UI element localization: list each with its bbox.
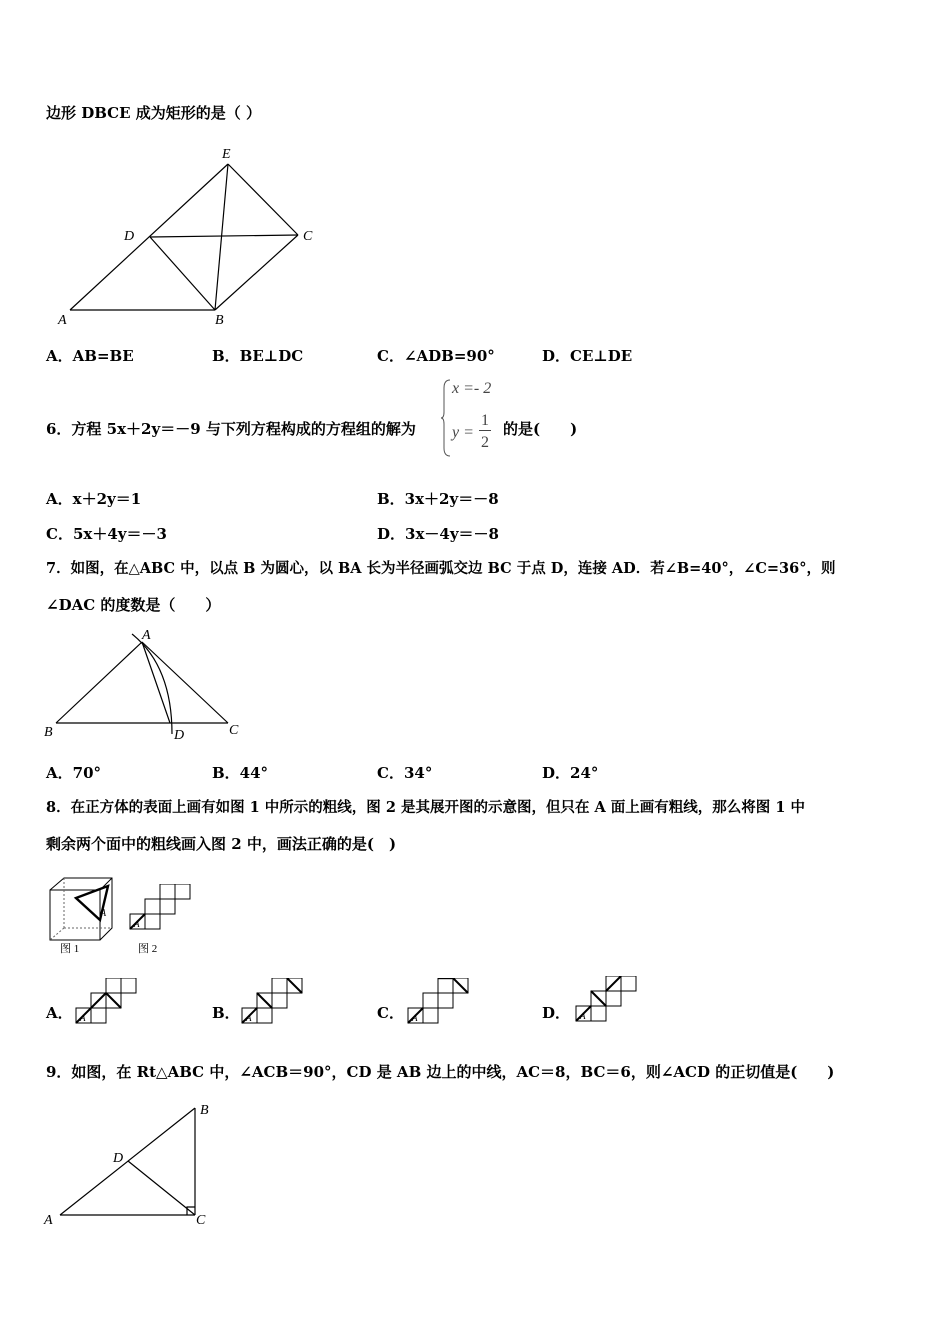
q7-stem-line2: ∠DAC 的度数是（ ） [46,596,221,614]
q8-option-a[interactable]: A． [46,1004,73,1022]
q6-stem-prefix: 6．方程 5x＋2y＝－9 与下列方程构成的方程组的解为 [46,420,416,438]
q9-label-c: C [196,1213,206,1228]
q8-option-c[interactable]: C． [377,1004,404,1022]
q5-option-a[interactable]: A．AB=BE [46,347,134,365]
q8-option-a-net[interactable] [74,978,140,1026]
q7-label-a: A [142,628,151,643]
q6-system-x: x =- 2 [452,380,492,397]
svg-text:A: A [412,1013,418,1023]
q6-equation-system [440,378,502,458]
q8-option-b[interactable]: B． [212,1004,240,1022]
q8-option-d-net[interactable] [574,976,640,1024]
q7-option-a[interactable]: A．70° [46,764,102,782]
q9-label-b: B [200,1103,209,1118]
q6-option-d[interactable]: D．3x－4y＝－8 [377,525,499,543]
q7-label-b: B [44,725,53,740]
q7-option-b[interactable]: B．44° [212,764,269,782]
q7-option-c[interactable]: C．34° [377,764,433,782]
q8-option-c-net[interactable] [406,978,472,1026]
q5-option-b[interactable]: B．BE⊥DC [212,347,304,365]
q6-option-c[interactable]: C．5x＋4y＝－3 [46,525,167,543]
q8-cube-figure [46,876,118,956]
q5-stem: 边形 DBCE 成为矩形的是（ ） [46,104,262,122]
q6-system-y: y = [452,424,474,441]
q8-cube-face-label: A [100,908,107,919]
q7-label-c: C [229,723,239,738]
q9-figure [40,1098,230,1233]
q8-stem-line1: 8．在正方体的表面上画有如图 1 中所示的粗线，图 2 是其展开图的示意图，但只在 A 面上画有粗线，那么将图 1 中 [46,799,805,816]
q5-figure [50,142,340,332]
q6-stem-suffix: 的是( ) [503,420,578,438]
q9-label-a: A [44,1213,53,1228]
q5-option-c[interactable]: C．∠ADB=90° [377,347,495,365]
q8-net-figure [128,884,192,956]
q7-figure [42,626,252,746]
q8-option-d[interactable]: D． [542,1004,571,1022]
q6-option-b[interactable]: B．3x＋2y＝－8 [377,490,499,508]
svg-text:A: A [580,1011,586,1021]
svg-text:A: A [246,1013,252,1023]
q5-label-a: A [58,313,67,328]
q8-fig1-caption: 图 1 [60,943,80,955]
brace-icon [440,378,452,458]
q8-option-b-net[interactable] [240,978,306,1026]
q7-option-d[interactable]: D．24° [542,764,599,782]
q7-stem-line1: 7．如图，在△ABC 中，以点 B 为圆心，以 BA 长为半径画弧交边 BC 于点 D，连接 AD．若∠B=40°，∠C=36°，则 [46,560,836,577]
q6-frac-den: 2 [481,434,489,451]
q5-label-c: C [303,229,313,244]
q6-option-a[interactable]: A．x＋2y＝1 [46,490,142,508]
q8-fig2-caption: 图 2 [138,943,158,955]
q8-net-face-label: A [134,919,140,929]
q9-stem: 9．如图，在 Rt△ABC 中，∠ACB＝90°，CD 是 AB 边上的中线，AC＝8，BC＝6，则∠ACD 的正切值是( ) [46,1063,835,1081]
q5-label-e: E [222,147,231,162]
q5-label-d: D [124,229,135,244]
q6-frac-num: 1 [481,412,489,429]
q5-option-d[interactable]: D．CE⊥DE [542,347,633,365]
q5-label-b: B [215,313,224,328]
q8-stem-line2: 剩余两个面中的粗线画入图 2 中，画法正确的是( ) [46,835,397,853]
q9-label-d: D [113,1151,124,1166]
q7-label-d: D [174,728,185,743]
svg-text:A: A [80,1013,86,1023]
